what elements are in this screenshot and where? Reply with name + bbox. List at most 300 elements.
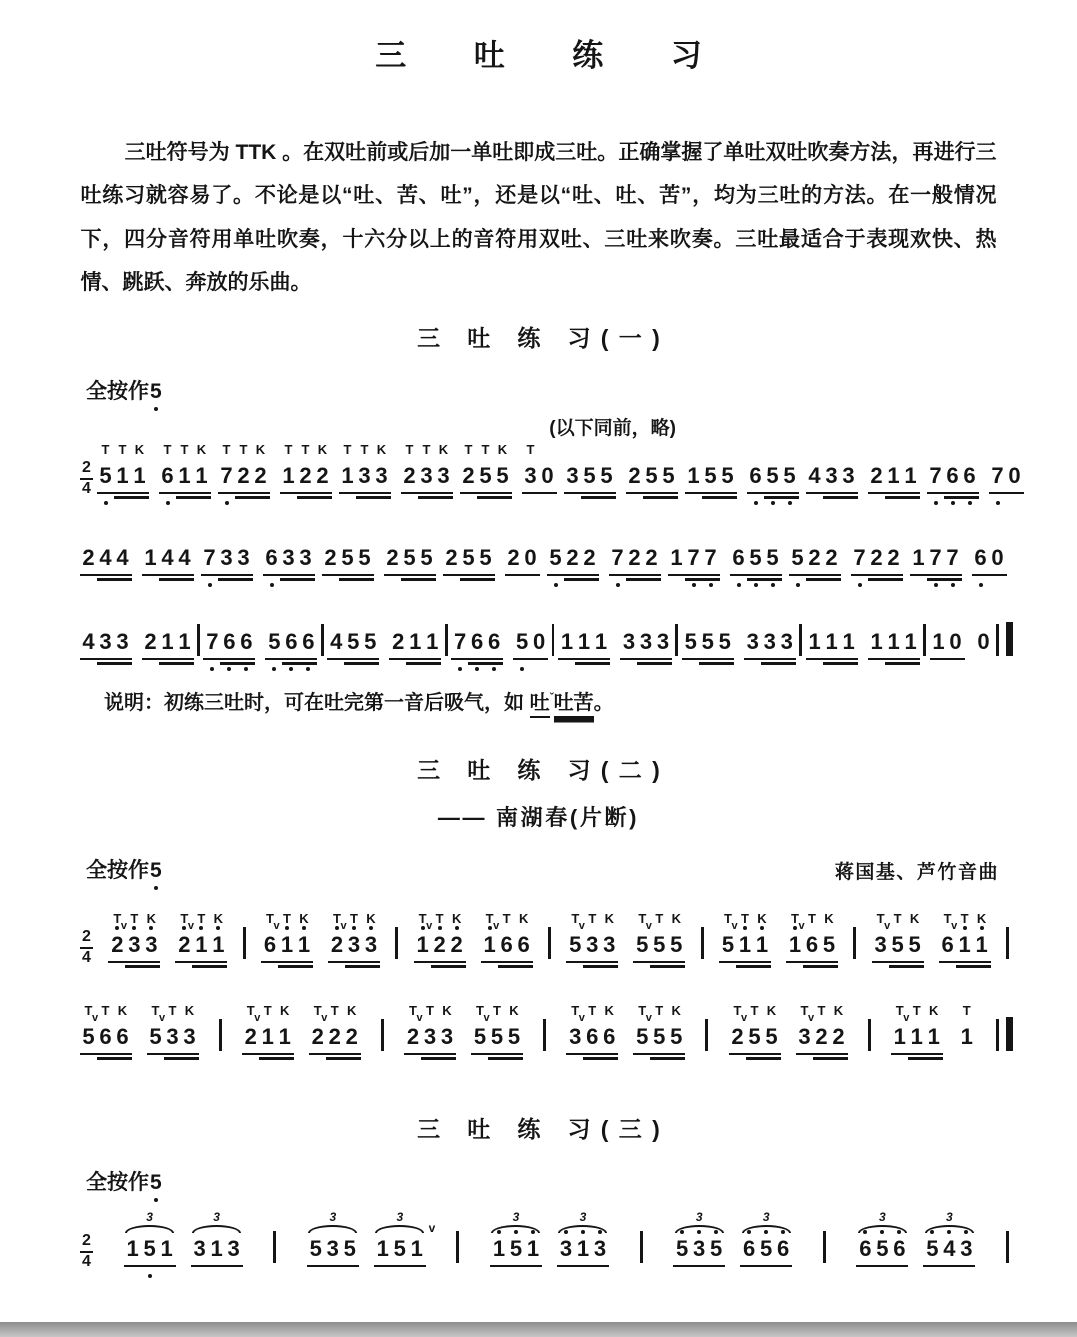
beam [176,578,194,580]
beam [125,965,143,967]
tonguing-letter: T [588,1003,597,1018]
note [210,911,227,959]
tonguing-letter: K [451,911,462,926]
note-digit: 2 [82,545,95,570]
beam [956,965,974,967]
beam [685,492,703,494]
beam [650,1057,668,1059]
note-digit: 1 [261,1024,274,1049]
beam [840,492,858,494]
note [235,442,252,490]
note [609,547,626,572]
note-digit: 5 [309,1236,322,1261]
tonguing-letter: T [588,911,597,926]
note [204,631,221,656]
beam [581,496,599,498]
note-digit: 3 [780,629,793,654]
composer-credit: 蒋国基、芦竹音曲 [834,862,999,883]
note-digit: 4 [943,1236,956,1261]
tonguing-letter: T [962,1003,971,1018]
beam [131,492,149,494]
beam [736,961,754,963]
beam [939,961,957,963]
beam [297,492,315,494]
breath-mark: v [493,920,500,932]
breath-mark: v [645,1012,652,1024]
triplet-arc [125,1225,174,1233]
note-digit: 5 [515,629,529,654]
beam [923,1265,941,1267]
beam [583,965,601,967]
beam [761,662,779,664]
note [547,547,564,572]
note [806,547,823,572]
note [674,1238,691,1263]
octave-dot-high [132,926,136,930]
beam [328,961,346,963]
beam [707,1265,725,1267]
tonguing-letter: K [757,911,767,926]
note-digit: 1 [670,545,683,570]
beam [297,496,315,498]
note [872,911,889,959]
note-digit: 1 [887,629,900,654]
beam [730,574,748,576]
note-digit: 6 [859,1236,872,1261]
barline [1006,927,1009,959]
beam [193,496,211,498]
note [634,1003,651,1051]
beam [598,492,616,494]
tonguing-letter: T [180,911,189,926]
note [221,631,238,656]
note-digit: 5 [791,545,804,570]
octave-dot-high [115,926,119,930]
note-digit: 1 [409,629,422,654]
barline [445,624,448,656]
beam [418,578,436,580]
beam [327,658,345,660]
beam [414,961,432,963]
beam [803,965,821,967]
beam [716,662,734,664]
beam [564,492,582,494]
tonguing-letter: T [733,1003,742,1018]
beam [471,1053,489,1055]
beam [97,492,115,494]
beam [908,1053,926,1055]
note-digit: 1 [282,463,295,488]
barline [1006,1231,1009,1263]
beam [108,961,126,963]
note-digit: 5 [583,463,596,488]
barline [243,927,246,959]
tonguing-letter: T [163,442,172,457]
beam [660,492,678,494]
tonguing-letter: K [442,1003,452,1018]
note-group [796,1003,847,1051]
note [685,465,702,490]
note-digit: 1 [161,629,174,654]
note-digit: 2 [178,932,191,957]
note-group [975,631,992,656]
tonguing-letter: K [824,911,834,926]
note-group [674,1210,725,1263]
measure [405,1003,523,1051]
note-digit: 5 [822,932,836,957]
note [114,442,131,490]
note [820,911,837,959]
triplet-arc [308,1225,357,1233]
remark-tu-1: 吐 [530,686,550,718]
octave-dot-low [616,583,620,587]
note-digit: 5 [653,1024,666,1049]
beam [719,496,737,498]
tonguing-letter: T [418,911,427,926]
note [989,547,1006,572]
tonguing-letter: T [526,442,535,457]
note [124,1238,141,1263]
note-digit: 1 [960,1024,973,1049]
remark-tu-ku: 吐苦 [554,686,594,718]
note [114,631,131,656]
note-digit: 5 [670,932,683,957]
note [567,911,584,959]
note [80,631,97,656]
note [176,911,193,959]
beam [757,1265,775,1267]
note [159,547,176,572]
note-digit: 3 [559,1236,573,1261]
tonguing-letter: T [168,1003,177,1018]
triplet-number: 3 [695,1210,703,1224]
key-note: 5 [149,859,163,883]
note [884,911,906,959]
breath-mark: v [578,920,585,932]
note-digit: 4 [808,463,821,488]
beam [406,662,424,664]
note [581,547,598,572]
octave-dot-low [709,583,713,587]
beam [159,578,177,580]
low-octave-dot [154,886,158,890]
note [159,1003,181,1051]
note [506,1003,523,1051]
note-digit: 2 [328,1024,341,1049]
beam [789,574,807,576]
beam [176,496,194,498]
octave-dot-low [771,501,775,505]
note-digit: 3 [746,629,759,654]
note-digit: 3 [593,1236,607,1261]
octave-dot-low [208,583,212,587]
beam [813,1057,831,1059]
note [891,1003,908,1051]
note-digit: 5 [341,545,354,570]
time-signature [80,929,93,966]
beam [477,492,495,494]
note-digit: 1 [788,932,802,957]
octave-dot-high [760,926,764,930]
note-group [685,465,736,490]
barline [868,1019,871,1051]
tonguing-letter: T [301,442,310,457]
note-digit: 7 [704,545,717,570]
octave-dot-high [455,926,459,930]
tonguing-letter: T [655,911,664,926]
beam [295,961,313,963]
triplet-number: 3 [213,1210,220,1224]
beam [431,961,449,963]
tonguing-letter: K [929,1003,939,1018]
tonguing-letter: T [485,911,494,926]
beam [297,574,315,576]
note [300,631,317,656]
note [925,1003,942,1051]
beam [80,1053,98,1055]
tonguing-letter: T [283,911,291,926]
measure [261,911,379,959]
note [702,547,719,572]
beam [114,658,132,660]
beam [944,574,962,576]
tonguing-letter: K [671,1003,681,1018]
note-digit: 3 [693,1236,706,1261]
note-digit: 5 [676,1236,689,1261]
music-line [80,423,1021,510]
note-digit: 7 [929,463,942,488]
music-line [80,592,1013,676]
note [939,911,956,959]
octave-dot-high [216,926,220,930]
beam [401,492,419,494]
note-digit: 7 [946,545,959,570]
note-digit: 3 [825,463,838,488]
tonguing-letter: T [239,442,248,457]
tonguing-letter: T [895,1003,904,1018]
octave-dot-high [514,1230,518,1234]
beam [259,1057,277,1059]
note [452,631,469,656]
note [273,911,295,959]
beam [891,1053,909,1055]
measure [490,1210,608,1263]
note-digit: 3 [622,629,636,654]
beam [583,961,601,963]
beam [972,574,990,576]
note-digit: 3 [586,932,599,957]
note-digit: 1 [927,1024,940,1049]
note [297,442,314,490]
breath-mark: v [416,1012,423,1024]
measure [328,631,441,656]
note-digit: 2 [445,545,458,570]
tonguing-letter: T [330,1003,339,1018]
octave-dot-low [858,583,862,587]
beam [339,574,357,576]
note-digit: 7 [929,545,942,570]
beam [668,574,686,576]
beam [685,574,703,576]
beam [547,574,565,576]
beam [164,1053,182,1055]
beam [345,965,363,967]
note-digit: 3 [145,932,158,957]
tonguing-letter: K [766,1003,777,1018]
note-digit: 5 [701,629,714,654]
note-digit: 5 [82,1024,95,1049]
music-line [80,884,1013,979]
key-signature: 全按作5 [86,854,163,884]
measure [806,465,919,490]
barline-thin [996,624,999,656]
beam [263,574,281,576]
note [477,442,494,490]
measure [719,911,837,959]
beam [515,961,533,963]
beam [806,492,824,494]
beam [667,1057,685,1059]
beam [404,1053,422,1055]
beam [851,574,869,576]
triplet-number: 3 [512,1210,520,1224]
octave-dot-low [104,501,108,505]
note-digit: 5 [358,545,371,570]
note [645,1003,668,1051]
beam [961,496,979,498]
note-digit: 4 [178,545,191,570]
beam [575,658,593,660]
measure [204,631,317,656]
beam [356,492,374,494]
note [176,547,193,572]
note-digit: 5 [268,629,281,654]
breath-mark: v [808,1012,815,1024]
beam [356,496,374,498]
music-block-1 [0,423,1077,676]
beam [643,496,661,498]
tonguing-letter: T [943,911,952,926]
note-group [242,1003,293,1051]
octave-dot-low [754,583,758,587]
beam [431,965,449,967]
barline [823,1231,826,1263]
note-group [505,547,539,572]
note-digit: 3 [227,1236,240,1261]
note [339,442,356,490]
note [263,547,280,572]
tonguing-letter: T [313,1003,322,1018]
note-digit: 3 [166,1024,179,1049]
beam [840,496,858,498]
section-3-heading: 三 吐 练 习(三) [417,1116,671,1142]
note [716,631,733,656]
time-denominator: 4 [82,480,91,497]
note-digit: 1 [376,1236,389,1261]
note [477,547,494,572]
section-exercise-1 [0,320,1077,718]
note [187,911,210,959]
tonguing-letter: T [266,911,274,926]
octave-dot-high [947,1230,951,1234]
beam [872,961,890,963]
beam [806,578,824,580]
note [460,547,477,572]
beam [159,492,177,494]
beam [218,492,236,494]
beam [175,961,193,963]
beam [176,658,194,660]
beam [667,1053,685,1055]
tonguing-letter: K [376,442,387,457]
beam [906,961,924,963]
beam [142,961,160,963]
beam [191,1265,209,1267]
beam [973,965,991,967]
note-digit: 5 [479,545,492,570]
beam [885,492,903,494]
beam [261,961,279,963]
note [340,911,362,959]
beam [181,1057,199,1059]
note-digit: 5 [496,463,509,488]
note-digit: 1 [278,1024,291,1049]
note [80,1003,97,1051]
beam [406,658,424,660]
beam [460,574,478,576]
measure [452,631,548,656]
octave-dot-high [285,926,289,930]
note [668,547,685,572]
note-digit: 1 [426,629,439,654]
note-digit: 3 [763,629,776,654]
tonguing-letter: T [422,442,431,457]
tonguing-letter: K [255,442,266,457]
note-digit: 2 [825,545,838,570]
beam [581,578,599,580]
note [356,547,373,572]
note [874,1238,891,1263]
note-group [307,1210,358,1263]
octave-dot-high [352,926,356,930]
tonguing-letter: T [638,1003,647,1018]
note [574,1238,591,1263]
barline [395,927,398,959]
beam [384,574,402,576]
beam [973,961,991,963]
tonguing-letter: T [750,1003,759,1018]
beam [774,1265,792,1267]
note [685,547,702,572]
note-digit: 3 [220,545,233,570]
note-digit: 5 [473,1024,487,1049]
breath-mark: v [951,920,958,932]
breath-mark: v [254,1012,261,1024]
key-row-3 [0,1166,1077,1196]
note [314,442,331,490]
beam [806,574,824,576]
beam [278,965,296,967]
note-digit: 1 [116,463,129,488]
beam [488,1053,506,1055]
note-digit: 5 [765,1024,778,1049]
octave-dot-low [458,667,462,671]
beam [868,492,886,494]
beam [763,1053,781,1055]
note-digit: 1 [178,629,191,654]
note-digit: 7 [453,629,467,654]
note [114,547,131,572]
